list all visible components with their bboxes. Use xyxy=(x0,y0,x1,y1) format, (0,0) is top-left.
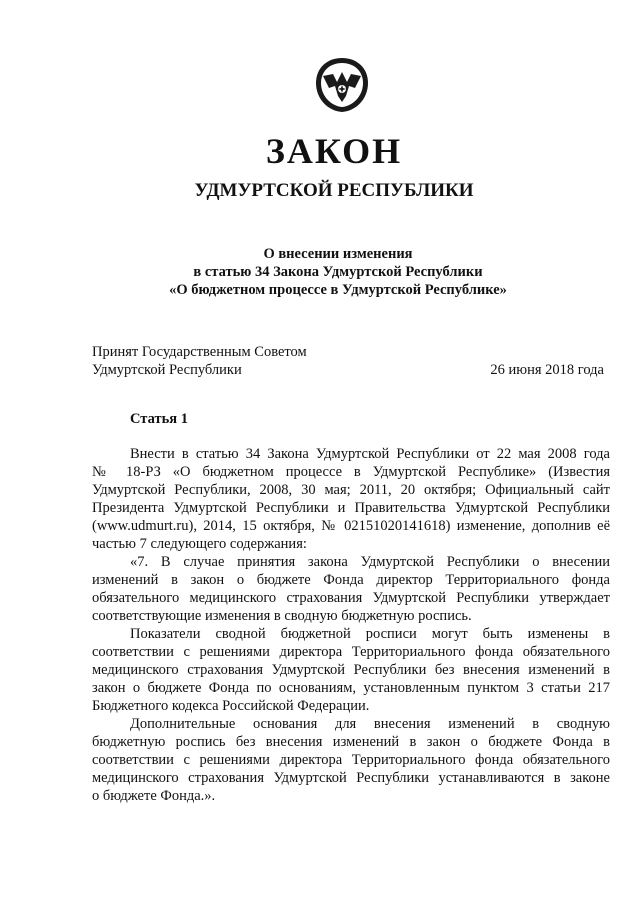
text-line: соответствии с решениями директора Территориального фонда обязательного xyxy=(92,644,610,660)
paragraph xyxy=(92,445,610,553)
text-line: соответствии с решениями директора Территориального фонда обязательного xyxy=(92,752,610,768)
amendment-title-line: «О бюджетном процессе в Удмуртской Республике» xyxy=(169,282,507,298)
paragraph xyxy=(92,715,610,805)
text-line: № 18-РЗ «О бюджетном процессе в Удмуртской Республике» (Известия xyxy=(92,464,610,480)
adoption-date: 26 июня 2018 года xyxy=(490,362,604,378)
text-line: обязательного медицинского страхования Удмуртской Республики утверждает xyxy=(92,590,610,606)
article-body xyxy=(92,445,610,805)
text-line: «7. В случае принятия закона Удмуртской Республики о внесении xyxy=(130,554,610,570)
adoption-line: Принят Государственным Советом xyxy=(92,344,307,360)
text-line: Внести в статью 34 Закона Удмуртской Республики от 22 мая 2008 года xyxy=(130,446,610,462)
text-line: о бюджете Фонда.». xyxy=(92,788,216,804)
adoption-statement xyxy=(92,343,307,379)
amendment-title xyxy=(18,245,640,299)
paragraph xyxy=(92,553,610,625)
text-line: медицинского страхования Удмуртской Республики без внесения изменений в xyxy=(92,662,610,678)
text-line: соответствующие изменения в сводную бюджетную роспись. xyxy=(92,608,472,624)
paragraph xyxy=(92,625,610,715)
text-line: Бюджетного кодекса Российской Федерации. xyxy=(92,698,370,714)
adoption-line: Удмуртской Республики xyxy=(92,362,242,378)
law-subtitle: УДМУРТСКОЙ РЕСПУБЛИКИ xyxy=(194,180,474,201)
text-line: изменений в закон о бюджете Фонда директор Территориального фонда xyxy=(92,572,610,588)
amendment-title-line: О внесении изменения xyxy=(263,246,413,262)
text-line: Показатели сводной бюджетной росписи могут быть изменены в xyxy=(130,626,610,642)
text-line: Дополнительные основания для внесения изменений в сводную xyxy=(130,716,610,732)
amendment-title-line: в статью 34 Закона Удмуртской Республики xyxy=(193,264,483,280)
text-line: Удмуртской Республики, 2008, 30 мая; 2011, 20 октября; Официальный сайт xyxy=(92,482,610,498)
text-line: частью 7 следующего содержания: xyxy=(92,536,307,552)
udmurt-coat-of-arms-icon xyxy=(313,56,371,114)
text-line: медицинского страхования Удмуртской Республики устанавливаются в законе xyxy=(92,770,610,786)
text-line: закон о бюджете Фонда по основаниям, установленным пунктом 3 статьи 217 xyxy=(92,680,610,696)
text-line: (www.udmurt.ru), 2014, 15 октября, № 02151020141618) изменение, дополнив её xyxy=(92,518,610,534)
text-line: бюджетную роспись без внесения изменений в закон о бюджете Фонда в xyxy=(92,734,610,750)
article-heading: Статья 1 xyxy=(130,411,188,427)
text-line: Президента Удмуртской Республики и Правительства Удмуртской Республики xyxy=(92,500,610,516)
law-title: ЗАКОН xyxy=(265,131,403,171)
